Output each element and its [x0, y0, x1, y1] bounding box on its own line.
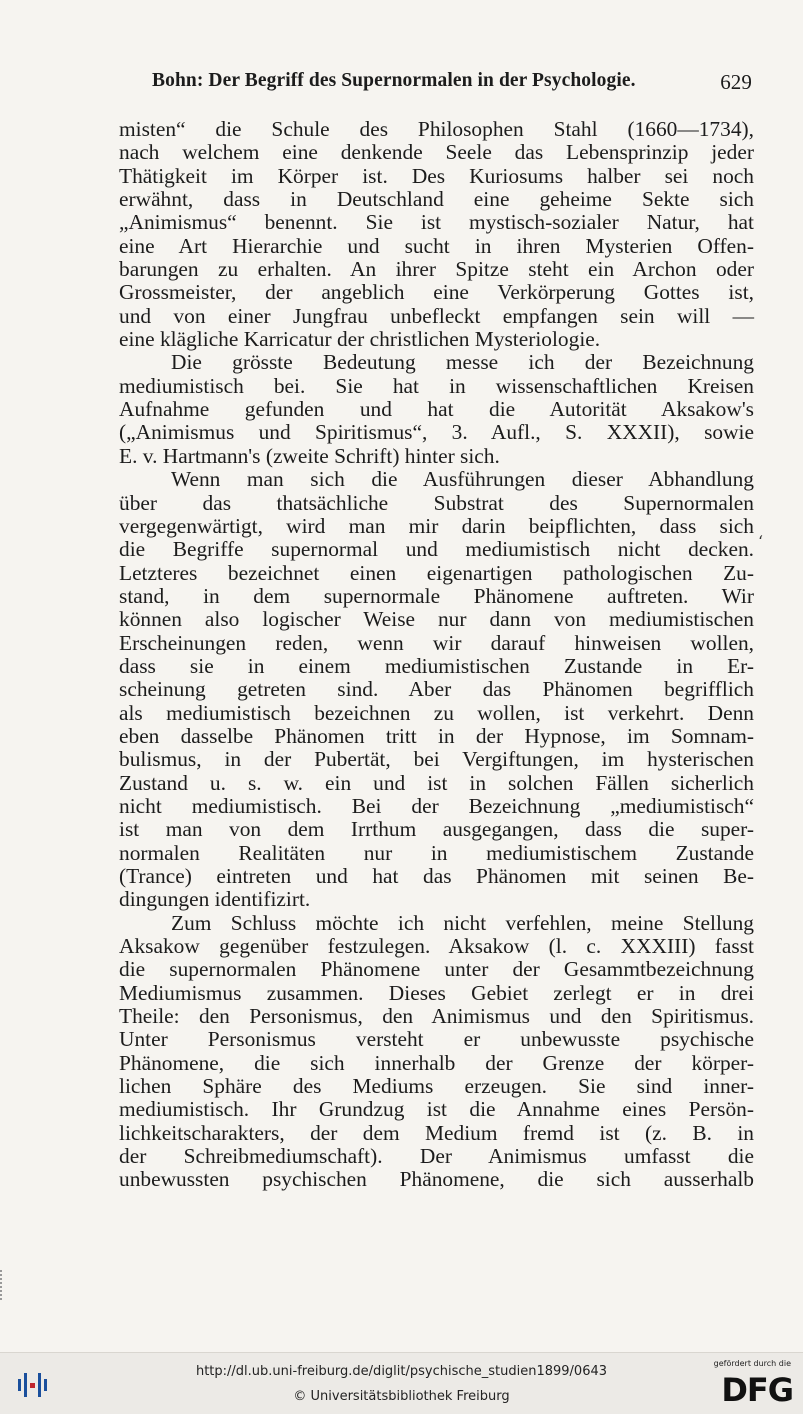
- text-line: über das thatsächliche Substrat des Supernormalen: [119, 490, 754, 515]
- text-line: stand, in dem supernormale Phänomene auftreten. Wir: [119, 583, 754, 608]
- text-line: lichen Sphäre des Mediums erzeugen. Sie sind inner-: [119, 1074, 754, 1099]
- text-line: Letzteres bezeichnet einen eigenartigen pathologischen Zu-: [119, 560, 754, 585]
- text-line: als mediumistisch bezeichnen zu wollen, ist verkehrt. Denn: [119, 700, 754, 725]
- text-line: eine klägliche Karricatur der christlichen Mysteriologie.: [119, 327, 601, 352]
- text-line: dass sie in einem mediumistischen Zustande in Er-: [119, 653, 754, 678]
- text-line: mediumistisch. Ihr Grundzug ist die Annahme eines Persön-: [119, 1097, 754, 1122]
- text-line: vergegenwärtigt, wird man mir darin beipflichten, dass sich: [119, 513, 754, 538]
- page-number: 629: [720, 70, 752, 94]
- text-line: Wenn man sich die Ausführungen dieser Abhandlung: [171, 467, 754, 492]
- text-line: können also logischer Weise nur dann von mediumistischen: [119, 607, 754, 632]
- text-line: („Animismus und Spiritismus“, 3. Aufl., S. XXXII), sowie: [119, 420, 754, 445]
- text-line: Mediumismus zusammen. Dieses Gebiet zerlegt er in drei: [119, 980, 754, 1005]
- margin-mark: ‘: [758, 532, 764, 551]
- text-line: eben dasselbe Phänomen tritt in der Hypnose, im Somnam-: [119, 723, 754, 748]
- text-line: lichkeitscharakters, der dem Medium fremd ist (z. B. in: [119, 1120, 754, 1145]
- text-line: und von einer Jungfrau unbefleckt empfangen sein will —: [119, 303, 754, 328]
- text-line: unbewussten psychischen Phänomene, die sich ausserhalb: [119, 1167, 754, 1192]
- text-line: misten“ die Schule des Philosophen Stahl (1660—1734),: [119, 117, 754, 141]
- text-line: normalen Realitäten nur in mediumistischem Zustande: [119, 840, 754, 865]
- copyright-text: © Universitätsbibliothek Freiburg: [293, 1389, 510, 1404]
- text-line: die supernormalen Phänomene unter der Gesammtbezeichnung: [119, 957, 754, 982]
- text-line: nicht mediumistisch. Bei der Bezeichnung „mediumistisch“: [119, 793, 754, 818]
- text-line: Aksakow gegenüber festzulegen. Aksakow (l. c. XXXIII) fasst: [119, 934, 754, 959]
- text-line: Zustand u. s. w. ein und ist in solchen Fällen sicherlich: [119, 770, 754, 795]
- text-line: Unter Personismus versteht er unbewusste psychische: [119, 1027, 754, 1052]
- text-line: scheinung getreten sind. Aber das Phänomen begrifflich: [119, 677, 754, 702]
- permalink-url[interactable]: http://dl.ub.uni-freiburg.de/diglit/psychische_studien1899/0643: [195, 1364, 608, 1379]
- text-line: (Trance) eintreten und hat das Phänomen mit seinen Be-: [119, 864, 754, 888]
- text-line: Erscheinungen reden, wenn wir darauf hinweisen wollen,: [119, 630, 754, 655]
- text-line: Aufnahme gefunden und hat die Autorität Aksakow's: [119, 397, 754, 422]
- footer: [0, 1352, 803, 1414]
- text-line: eine Art Hierarchie und sucht in ihren Mysterien Offen-: [119, 233, 754, 258]
- text-line: „Animismus“ benennt. Sie ist mystisch-sozialer Natur, hat: [119, 210, 754, 235]
- text-line: barungen zu erhalten. An ihrer Spitze steht ein Archon oder: [119, 257, 754, 282]
- body-text: [119, 118, 754, 1192]
- text-line: Theile: den Personismus, den Animismus und den Spiritismus.: [119, 1004, 754, 1029]
- text-line: nach welchem eine denkende Seele das Lebensprinzip jeder: [119, 140, 754, 165]
- dfg-caption: gefördert durch die: [713, 1359, 791, 1368]
- text-line: die Begriffe supernormal und mediumistisch nicht decken.: [119, 537, 754, 562]
- text-line: dingungen identifizirt.: [119, 887, 311, 912]
- text-line: mediumistisch bei. Sie hat in wissenschaftlichen Kreisen: [119, 373, 754, 398]
- text-line: Zum Schluss möchte ich nicht verfehlen, meine Stellung: [171, 910, 754, 935]
- page-edge-marks: [0, 1270, 6, 1300]
- running-title: Bohn: Der Begriff des Supernormalen in der Psychologie.: [152, 70, 636, 91]
- text-line: Phänomene, die sich innerhalb der Grenze der körper-: [119, 1050, 754, 1075]
- running-head: [152, 70, 752, 100]
- text-line: erwähnt, dass in Deutschland eine geheime Sekte sich: [119, 187, 754, 212]
- text-line: bulismus, in der Pubertät, bei Vergiftungen, im hysterischen: [119, 747, 754, 772]
- text-line: ist man von dem Irrthum ausgegangen, dass die super-: [119, 817, 754, 842]
- text-line: E. v. Hartmann's (zweite Schrift) hinter sich.: [119, 443, 500, 468]
- text-line: der Schreibmediumschaft). Der Animismus umfasst die: [119, 1144, 754, 1169]
- text-line: Die grösste Bedeutung messe ich der Bezeichnung: [171, 350, 754, 375]
- text-line: Thätigkeit im Körper ist. Des Kuriosums halber sei noch: [119, 163, 754, 188]
- dfg-logo: DFG: [721, 1371, 793, 1409]
- text-line: Grossmeister, der angeblich eine Verkörperung Gottes ist,: [119, 280, 754, 305]
